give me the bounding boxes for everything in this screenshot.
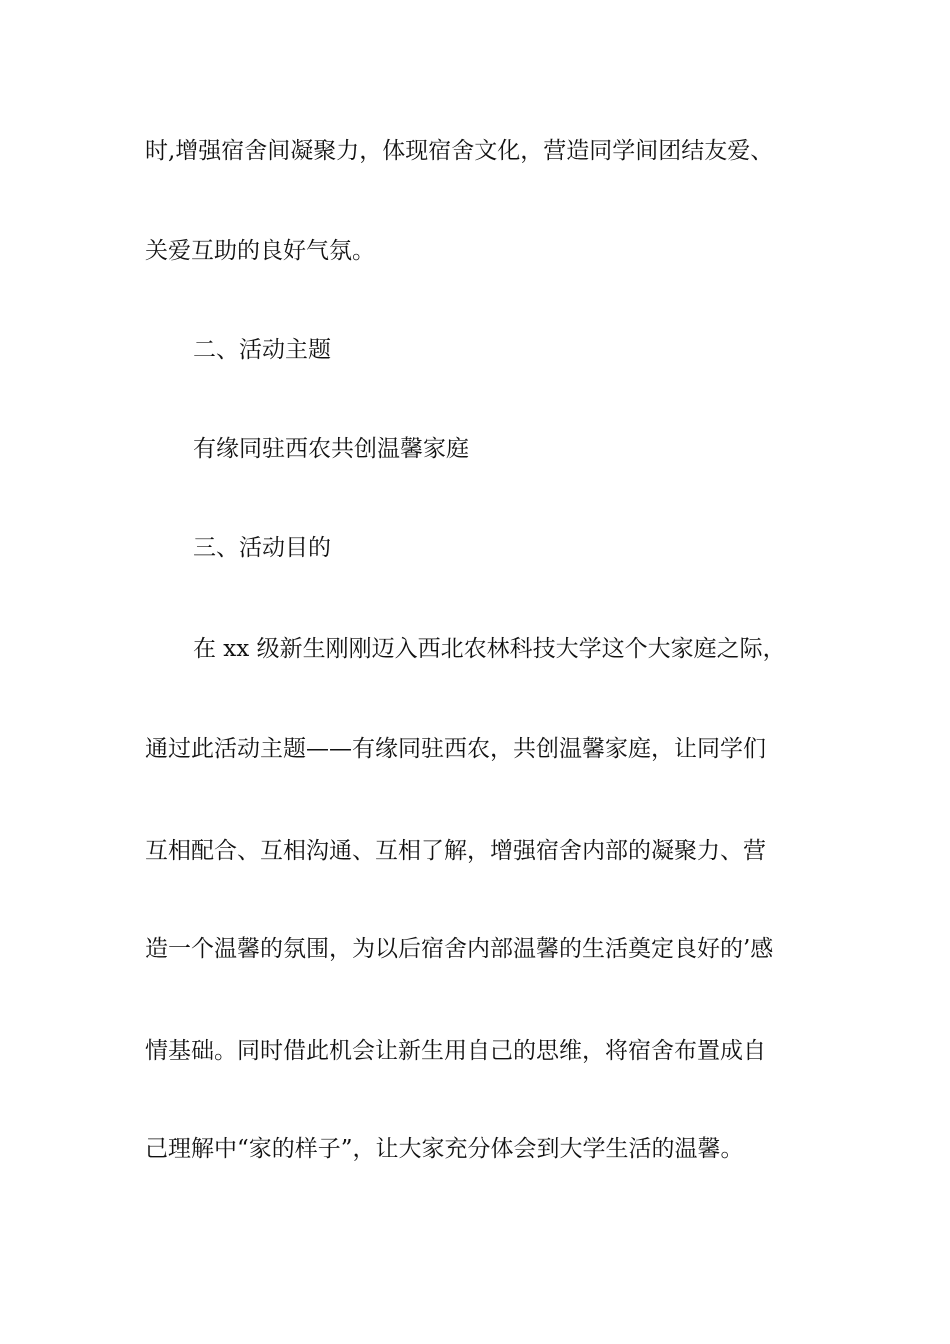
section-heading: 二、活动主题 bbox=[193, 337, 331, 363]
paragraph-line: 关爱互助的良好气氛。 bbox=[145, 238, 375, 264]
paragraph-line: 在 xx 级新生刚刚迈入西北农林科技大学这个大家庭之际， bbox=[193, 636, 786, 662]
theme-line: 有缘同驻西农共创温馨家庭 bbox=[193, 436, 469, 462]
paragraph-line: 情基础。同时借此机会让新生用自己的思维，将宿舍布置成自 bbox=[145, 1038, 766, 1064]
paragraph-line: 时,增强宿舍间凝聚力，体现宿舍文化，营造同学间团结友爱、 bbox=[145, 138, 774, 164]
paragraph-line: 造一个温馨的氛围，为以后宿舍内部温馨的生活奠定良好的’感 bbox=[145, 936, 774, 962]
paragraph-line: 己理解中“家的样子”，让大家充分体会到大学生活的温馨。 bbox=[145, 1136, 744, 1162]
paragraph-line: 通过此活动主题——有缘同驻西农，共创温馨家庭，让同学们 bbox=[145, 736, 766, 762]
paragraph-line: 互相配合、互相沟通、互相了解，增强宿舍内部的凝聚力、营 bbox=[145, 838, 766, 864]
section-heading: 三、活动目的 bbox=[193, 535, 331, 561]
